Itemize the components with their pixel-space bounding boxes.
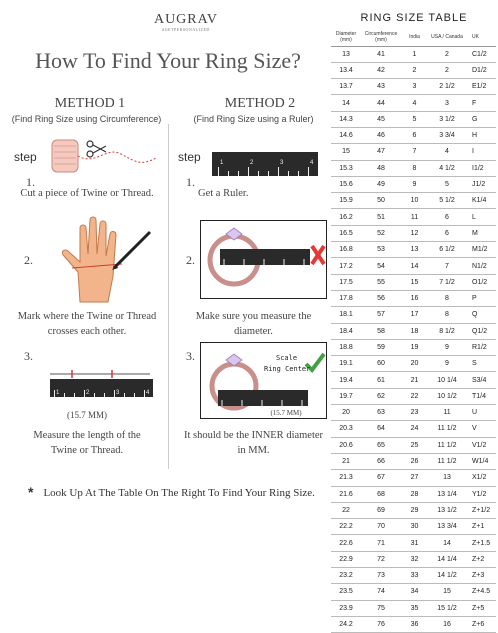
table-cell: F	[466, 95, 496, 111]
method2-step2-text: Make sure you measure the diameter.	[195, 311, 312, 338]
table-cell: 11 1/2	[428, 437, 466, 453]
method2-step-label: step	[178, 150, 201, 164]
table-cell: 71	[361, 535, 401, 551]
table-cell: Z+3	[466, 568, 496, 584]
table-cell: 4	[428, 144, 466, 160]
thread-scissors-illustration	[46, 136, 164, 180]
table-header: Circumference (mm)	[361, 30, 401, 46]
table-cell: 15	[428, 584, 466, 600]
table-cell: 2	[428, 62, 466, 78]
table-cell: I	[466, 144, 496, 160]
table-cell: 58	[361, 323, 401, 339]
table-header: UK	[466, 30, 496, 46]
table-cell: 70	[361, 519, 401, 535]
table-cell: 30	[401, 519, 428, 535]
table-cell: 15	[401, 274, 428, 290]
table-cell: R1/2	[466, 339, 496, 355]
table-cell: J1/2	[466, 176, 496, 192]
table-cell: 9	[428, 339, 466, 355]
table-cell: 55	[361, 274, 401, 290]
method1-step1-text: Cut a piece of Twine or Thread.	[20, 188, 154, 199]
table-cell: 17.8	[331, 290, 361, 306]
table-cell: 66	[361, 453, 401, 469]
method2-step3-number: 3.	[186, 349, 195, 363]
table-cell: 50	[361, 193, 401, 209]
table-row	[331, 388, 496, 404]
table-cell: 49	[361, 176, 401, 192]
table-cell: 15.6	[331, 176, 361, 192]
table-cell: Z+6	[466, 616, 496, 632]
table-cell: 16.2	[331, 209, 361, 225]
table-cell: 18	[401, 323, 428, 339]
table-row	[331, 144, 496, 160]
method1-step2-text-line1: Mark where the Twine or Thread	[17, 311, 157, 322]
table-cell: 19	[401, 339, 428, 355]
table-row	[331, 405, 496, 421]
table-row	[331, 290, 496, 306]
table-cell: 64	[361, 421, 401, 437]
table-cell: 14.6	[331, 127, 361, 143]
method1-step2-number: 2.	[24, 253, 33, 267]
table-cell: 28	[401, 486, 428, 502]
table-cell: 13	[331, 46, 361, 62]
table-cell: 42	[361, 62, 401, 78]
table-cell: 19.7	[331, 388, 361, 404]
method2-step2-illustration	[200, 220, 328, 300]
table-cell: 1	[401, 46, 428, 62]
table-cell: 21	[331, 453, 361, 469]
table-cell: 61	[361, 372, 401, 388]
table-row	[331, 307, 496, 323]
table-header: USA / Canada	[428, 30, 466, 46]
table-cell: M1/2	[466, 242, 496, 258]
ruler-number: 1	[220, 160, 224, 166]
table-cell: 20	[401, 356, 428, 372]
table-cell: 59	[361, 339, 401, 355]
table-cell: 6	[428, 209, 466, 225]
table-cell: 4 1/2	[428, 160, 466, 176]
table-cell: S3/4	[466, 372, 496, 388]
table-cell: I1/2	[466, 160, 496, 176]
method2-measurement: (15.7 MM)	[270, 409, 302, 417]
method2-step3-text-line2: in MM.	[237, 445, 270, 457]
table-cell: 3	[401, 79, 428, 95]
table-cell: 4	[401, 95, 428, 111]
brand-tagline: #GETPERSONALIZED	[162, 27, 210, 32]
table-cell: 22.2	[331, 519, 361, 535]
hand-icon	[62, 217, 116, 302]
table-cell: Z+2	[466, 551, 496, 567]
table-cell: 11 1/2	[428, 421, 466, 437]
table-cell: 8	[401, 160, 428, 176]
table-cell: 13 3/4	[428, 519, 466, 535]
table-cell: 22	[401, 388, 428, 404]
table-row	[331, 486, 496, 502]
table-cell: 32	[401, 551, 428, 567]
method2-step3-caption	[176, 428, 331, 458]
table-cell: 11 1/2	[428, 453, 466, 469]
table-cell: 15.3	[331, 160, 361, 176]
table-cell: 36	[401, 616, 428, 632]
table-cell: 22.9	[331, 551, 361, 567]
table-cell: Z+1.5	[466, 535, 496, 551]
method1-step1-caption	[12, 186, 162, 201]
table-cell: C1/2	[466, 46, 496, 62]
table-row	[331, 176, 496, 192]
table-cell: 6 1/2	[428, 242, 466, 258]
table-header: India	[401, 30, 428, 46]
ruler-number: 3	[116, 390, 120, 396]
table-cell: 20	[331, 405, 361, 421]
table-row	[331, 551, 496, 567]
footer-note	[28, 484, 328, 500]
table-cell: 23.9	[331, 600, 361, 616]
table-cell: 17	[401, 307, 428, 323]
table-cell: 65	[361, 437, 401, 453]
ruler-number: 4	[146, 390, 150, 396]
table-cell: 8	[428, 290, 466, 306]
table-row	[331, 421, 496, 437]
table-cell: 23.2	[331, 568, 361, 584]
table-cell: 47	[361, 144, 401, 160]
table-cell: 20.6	[331, 437, 361, 453]
table-cell: 13 1/2	[428, 502, 466, 518]
ruler-number: 2	[86, 390, 90, 396]
table-cell: Z+1	[466, 519, 496, 535]
method1-step3-caption	[12, 428, 162, 458]
table-cell: 44	[361, 95, 401, 111]
table-cell: 20.3	[331, 421, 361, 437]
table-row	[331, 535, 496, 551]
footer-star: *	[28, 484, 34, 500]
table-row	[331, 584, 496, 600]
table-cell: 9	[428, 356, 466, 372]
table-row	[331, 616, 496, 632]
table-cell: 51	[361, 209, 401, 225]
table-cell: 53	[361, 242, 401, 258]
table-cell: 60	[361, 356, 401, 372]
ruler-number: 4	[310, 160, 314, 166]
table-cell: 15	[331, 144, 361, 160]
table-cell: 7 1/2	[428, 274, 466, 290]
table-cell: 14 1/2	[428, 568, 466, 584]
table-cell: 13	[401, 242, 428, 258]
table-cell: 8 1/2	[428, 323, 466, 339]
brand-logo	[146, 12, 226, 32]
method1-measurement: (15.7 MM)	[67, 410, 107, 420]
table-row	[331, 568, 496, 584]
table-cell: 41	[361, 46, 401, 62]
table-cell: 31	[401, 535, 428, 551]
ruler-number: 1	[56, 390, 60, 396]
table-cell: 16.5	[331, 225, 361, 241]
table-row	[331, 356, 496, 372]
table-row	[331, 453, 496, 469]
table-cell: 12	[401, 225, 428, 241]
table-row	[331, 46, 496, 62]
table-cell: M	[466, 225, 496, 241]
scale-label: Scale	[276, 354, 298, 362]
table-cell: 2	[428, 46, 466, 62]
table-cell: 69	[361, 502, 401, 518]
table-cell: X1/2	[466, 470, 496, 486]
table-cell: 14	[331, 95, 361, 111]
table-cell: Q1/2	[466, 323, 496, 339]
table-cell: 23	[401, 405, 428, 421]
table-row	[331, 323, 496, 339]
table-row	[331, 62, 496, 78]
method2-step3-text-line1: It should be the INNER diameter	[183, 430, 324, 441]
table-cell: 16	[428, 616, 466, 632]
table-cell: 23.5	[331, 584, 361, 600]
table-cell: 18.4	[331, 323, 361, 339]
size-table-title: RING SIZE TABLE	[360, 12, 468, 24]
table-cell: 14	[401, 258, 428, 274]
table-cell: P	[466, 290, 496, 306]
hand-illustration	[50, 214, 158, 304]
method2-step2-number: 2.	[186, 253, 195, 267]
table-row	[331, 225, 496, 241]
table-cell: 33	[401, 568, 428, 584]
table-cell: 24	[401, 421, 428, 437]
table-cell: 14	[428, 535, 466, 551]
table-row	[331, 160, 496, 176]
footer-text: Look Up At The Table On The Right To Find Your Ring Size.	[43, 487, 315, 499]
table-cell: 5	[401, 111, 428, 127]
table-cell: 15.9	[331, 193, 361, 209]
table-cell: V1/2	[466, 437, 496, 453]
table-row	[331, 339, 496, 355]
table-row	[331, 470, 496, 486]
table-cell: 26	[401, 453, 428, 469]
table-cell: L	[466, 209, 496, 225]
method1-step1-number: 1.	[26, 175, 35, 189]
table-cell: O1/2	[466, 274, 496, 290]
table-cell: 46	[361, 127, 401, 143]
table-cell: E1/2	[466, 79, 496, 95]
table-cell: 43	[361, 79, 401, 95]
table-cell: 14 1/4	[428, 551, 466, 567]
ring-center-label: Ring Center	[264, 365, 311, 373]
table-cell: 45	[361, 111, 401, 127]
table-row	[331, 258, 496, 274]
method2-subtitle: (Find Ring Size using a Ruler)	[193, 114, 314, 124]
table-cell: 9	[401, 176, 428, 192]
table-cell: 13.4	[331, 62, 361, 78]
method1-step3-text-line1: Measure the length of the	[33, 430, 141, 441]
table-cell: D1/2	[466, 62, 496, 78]
table-cell: 52	[361, 225, 401, 241]
method1-step2-text-line2: crosses each other.	[47, 326, 127, 338]
table-cell: 76	[361, 616, 401, 632]
method2-step1-ruler	[212, 152, 318, 176]
table-cell: 35	[401, 600, 428, 616]
table-cell: 10 1/4	[428, 372, 466, 388]
table-cell: 8	[428, 307, 466, 323]
table-header-row	[331, 30, 496, 46]
table-cell: 68	[361, 486, 401, 502]
ring-size-table	[331, 30, 496, 633]
table-cell: W1/4	[466, 453, 496, 469]
table-cell: 73	[361, 568, 401, 584]
brand-name: AUGRAV	[153, 12, 219, 27]
method1-step3-text-line2: Twine or Thread.	[50, 445, 124, 457]
table-cell: 13 1/4	[428, 486, 466, 502]
table-cell: 74	[361, 584, 401, 600]
method2-step1-number: 1.	[186, 175, 195, 189]
table-cell: 19.1	[331, 356, 361, 372]
table-cell: U	[466, 405, 496, 421]
table-row	[331, 274, 496, 290]
method1-step-label: step	[14, 150, 37, 164]
table-cell: 67	[361, 470, 401, 486]
table-cell: 10	[401, 193, 428, 209]
table-cell: 22	[331, 502, 361, 518]
table-cell: 13.7	[331, 79, 361, 95]
column-divider	[168, 124, 169, 469]
method1-subtitle: (Find Ring Size using Circumference)	[11, 114, 162, 124]
table-cell: 2	[401, 62, 428, 78]
table-cell: 56	[361, 290, 401, 306]
table-cell: 3 3/4	[428, 127, 466, 143]
table-row	[331, 437, 496, 453]
table-cell: 18.8	[331, 339, 361, 355]
table-cell: 63	[361, 405, 401, 421]
table-cell: 17.2	[331, 258, 361, 274]
table-cell: G	[466, 111, 496, 127]
table-cell: Z+4.5	[466, 584, 496, 600]
method1-step2-caption	[12, 309, 162, 339]
table-row	[331, 242, 496, 258]
scissors-icon	[87, 141, 106, 157]
table-cell: 15 1/2	[428, 600, 466, 616]
table-cell: 18.1	[331, 307, 361, 323]
table-cell: 13	[428, 470, 466, 486]
table-row	[331, 193, 496, 209]
thread-line	[50, 370, 154, 378]
table-cell: Z+5	[466, 600, 496, 616]
table-cell: 48	[361, 160, 401, 176]
table-row	[331, 519, 496, 535]
table-row	[331, 111, 496, 127]
table-cell: 57	[361, 307, 401, 323]
table-cell: 75	[361, 600, 401, 616]
table-cell: 3 1/2	[428, 111, 466, 127]
table-cell: 62	[361, 388, 401, 404]
table-row	[331, 209, 496, 225]
table-cell: 24.2	[331, 616, 361, 632]
table-cell: 10 1/2	[428, 388, 466, 404]
method2-step1-caption	[198, 186, 278, 201]
thread-spool-icon	[52, 140, 78, 172]
table-row	[331, 79, 496, 95]
table-cell: 7	[428, 258, 466, 274]
table-header: Diameter (mm)	[331, 30, 361, 46]
table-cell: 6	[428, 225, 466, 241]
table-cell: 54	[361, 258, 401, 274]
table-cell: 17.5	[331, 274, 361, 290]
table-cell: 34	[401, 584, 428, 600]
table-cell: 14.3	[331, 111, 361, 127]
table-cell: N1/2	[466, 258, 496, 274]
table-cell: 11	[428, 405, 466, 421]
table-row	[331, 502, 496, 518]
method2-step2-ruler	[220, 249, 310, 265]
table-cell: 29	[401, 502, 428, 518]
table-cell: S	[466, 356, 496, 372]
method1-title: METHOD 1	[54, 96, 126, 111]
ruler-number: 3	[280, 160, 284, 166]
table-cell: 6	[401, 127, 428, 143]
table-cell: 11	[401, 209, 428, 225]
method2-step2-caption	[176, 309, 331, 339]
table-cell: Z+1/2	[466, 502, 496, 518]
table-cell: 16.8	[331, 242, 361, 258]
table-cell: 7	[401, 144, 428, 160]
table-cell: Y1/2	[466, 486, 496, 502]
method2-step1-text: Get a Ruler.	[198, 188, 249, 199]
page-title: How To Find Your Ring Size?	[35, 48, 301, 73]
table-row	[331, 95, 496, 111]
table-cell: 21.3	[331, 470, 361, 486]
method1-ruler	[50, 379, 153, 397]
table-cell: 27	[401, 470, 428, 486]
table-row	[331, 600, 496, 616]
method2-title: METHOD 2	[224, 96, 296, 111]
table-cell: H	[466, 127, 496, 143]
table-cell: 19.4	[331, 372, 361, 388]
table-cell: 25	[401, 437, 428, 453]
method1-step3-number: 3.	[24, 349, 33, 363]
table-cell: 16	[401, 290, 428, 306]
table-cell: 5	[428, 176, 466, 192]
table-row	[331, 127, 496, 143]
table-cell: K1/4	[466, 193, 496, 209]
table-cell: 22.6	[331, 535, 361, 551]
table-cell: 3	[428, 95, 466, 111]
table-cell: 21.6	[331, 486, 361, 502]
table-cell: Q	[466, 307, 496, 323]
table-cell: 21	[401, 372, 428, 388]
table-cell: V	[466, 421, 496, 437]
table-cell: 5 1/2	[428, 193, 466, 209]
table-cell: T1/4	[466, 388, 496, 404]
table-cell: 72	[361, 551, 401, 567]
ruler-number: 2	[250, 160, 254, 166]
table-row	[331, 372, 496, 388]
pen-icon	[112, 232, 150, 270]
method2-step3-ruler	[218, 390, 308, 406]
table-cell: 2 1/2	[428, 79, 466, 95]
